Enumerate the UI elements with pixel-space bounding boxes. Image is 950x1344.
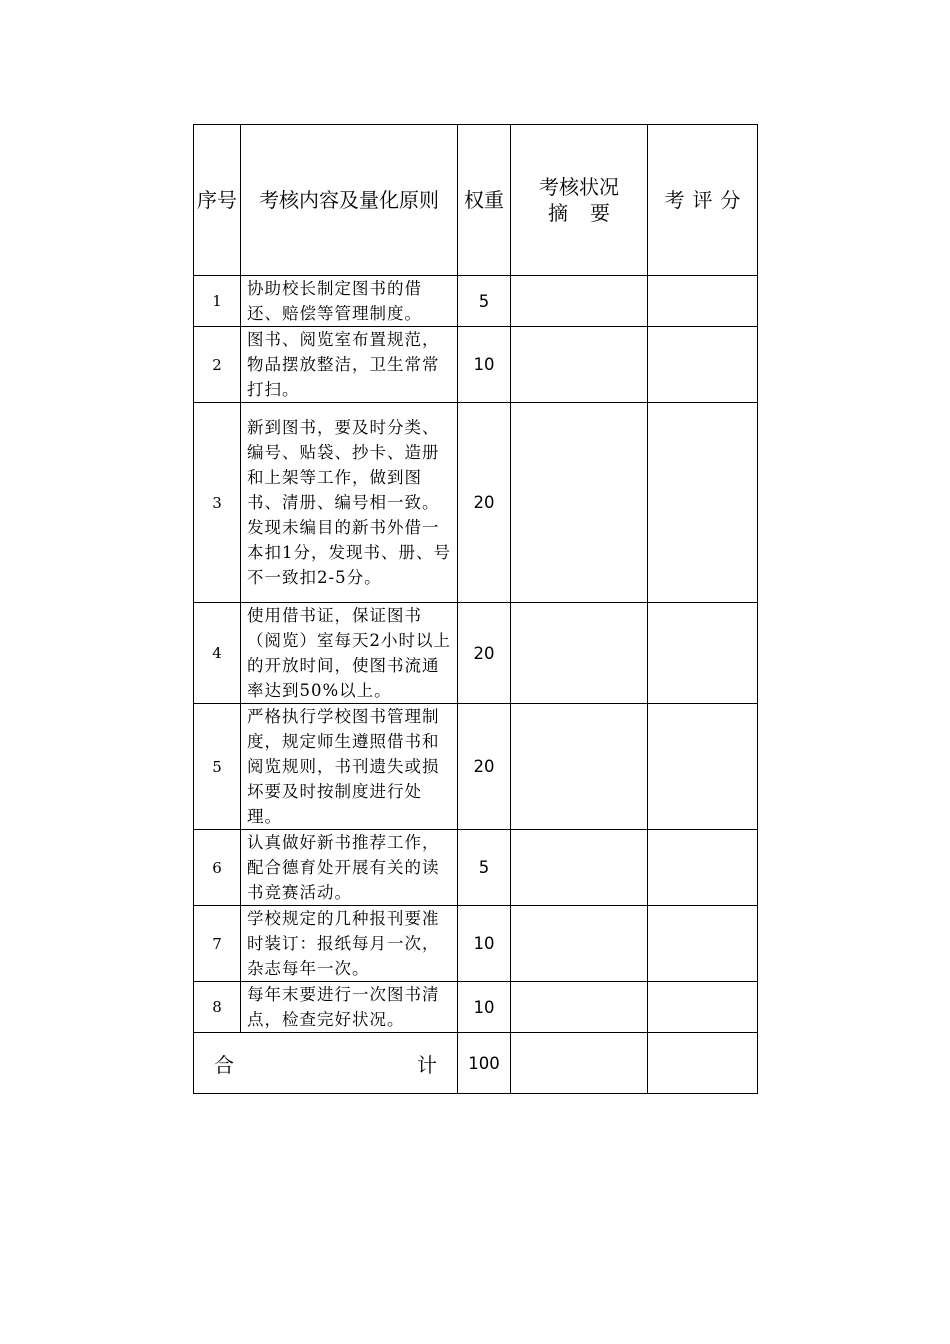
row-num: 7 bbox=[194, 906, 241, 982]
header-summary-line1: 考核状况 bbox=[539, 175, 619, 199]
total-label bbox=[194, 1033, 458, 1094]
row-num: 5 bbox=[194, 704, 241, 830]
row-summary[interactable] bbox=[511, 906, 648, 982]
row-weight: 10 bbox=[458, 327, 511, 403]
row-content: 协助校长制定图书的借还、赔偿等管理制度。 bbox=[241, 276, 458, 327]
row-content: 图书、阅览室布置规范，物品摆放整洁，卫生常常打扫。 bbox=[241, 327, 458, 403]
row-content: 使用借书证，保证图书（阅览）室每天2小时以上的开放时间，使图书流通率达到50%以上。 bbox=[241, 603, 458, 704]
table-row bbox=[194, 327, 758, 403]
table-row bbox=[194, 603, 758, 704]
row-weight: 10 bbox=[458, 906, 511, 982]
row-num: 4 bbox=[194, 603, 241, 704]
row-content: 新到图书，要及时分类、编号、贴袋、抄卡、造册和上架等工作，做到图书、清册、编号相一致。发现未编目的新书外借一本扣1分，发现书、册、号不一致扣2-5分。 bbox=[241, 403, 458, 603]
table-row bbox=[194, 403, 758, 603]
row-weight: 5 bbox=[458, 830, 511, 906]
row-score[interactable] bbox=[648, 982, 758, 1033]
table-row bbox=[194, 906, 758, 982]
table-row bbox=[194, 830, 758, 906]
row-num: 6 bbox=[194, 830, 241, 906]
total-weight: 100 bbox=[458, 1033, 511, 1094]
header-summary-line2: 摘要 bbox=[548, 201, 632, 225]
header-summary bbox=[511, 125, 648, 276]
total-score[interactable] bbox=[648, 1033, 758, 1094]
header-num: 序号 bbox=[194, 125, 241, 276]
row-weight: 10 bbox=[458, 982, 511, 1033]
total-summary[interactable] bbox=[511, 1033, 648, 1094]
row-score[interactable] bbox=[648, 603, 758, 704]
total-label-left: 合 bbox=[214, 1052, 234, 1077]
row-num: 1 bbox=[194, 276, 241, 327]
row-summary[interactable] bbox=[511, 830, 648, 906]
row-num: 2 bbox=[194, 327, 241, 403]
row-score[interactable] bbox=[648, 704, 758, 830]
header-score: 考评分 bbox=[648, 125, 758, 276]
row-summary[interactable] bbox=[511, 982, 648, 1033]
row-score[interactable] bbox=[648, 327, 758, 403]
row-score[interactable] bbox=[648, 906, 758, 982]
table-row bbox=[194, 704, 758, 830]
row-content: 严格执行学校图书管理制度，规定师生遵照借书和阅览规则，书刊遗失或损坏要及时按制度进行处理。 bbox=[241, 704, 458, 830]
row-weight: 20 bbox=[458, 603, 511, 704]
total-label-right: 计 bbox=[417, 1052, 437, 1077]
table-row bbox=[194, 276, 758, 327]
header-weight: 权重 bbox=[458, 125, 511, 276]
row-num: 8 bbox=[194, 982, 241, 1033]
row-content: 每年末要进行一次图书清点，检查完好状况。 bbox=[241, 982, 458, 1033]
header-row bbox=[194, 125, 758, 276]
row-num: 3 bbox=[194, 403, 241, 603]
row-summary[interactable] bbox=[511, 704, 648, 830]
row-weight: 20 bbox=[458, 704, 511, 830]
row-summary[interactable] bbox=[511, 276, 648, 327]
row-summary[interactable] bbox=[511, 327, 648, 403]
total-row bbox=[194, 1033, 758, 1094]
row-content: 学校规定的几种报刊要准时装订：报纸每月一次，杂志每年一次。 bbox=[241, 906, 458, 982]
row-content: 认真做好新书推荐工作，配合德育处开展有关的读书竞赛活动。 bbox=[241, 830, 458, 906]
assessment-table bbox=[193, 124, 758, 1094]
row-score[interactable] bbox=[648, 403, 758, 603]
row-score[interactable] bbox=[648, 276, 758, 327]
row-weight: 20 bbox=[458, 403, 511, 603]
header-content: 考核内容及量化原则 bbox=[241, 125, 458, 276]
row-weight: 5 bbox=[458, 276, 511, 327]
table-row bbox=[194, 982, 758, 1033]
row-summary[interactable] bbox=[511, 403, 648, 603]
row-summary[interactable] bbox=[511, 603, 648, 704]
row-score[interactable] bbox=[648, 830, 758, 906]
